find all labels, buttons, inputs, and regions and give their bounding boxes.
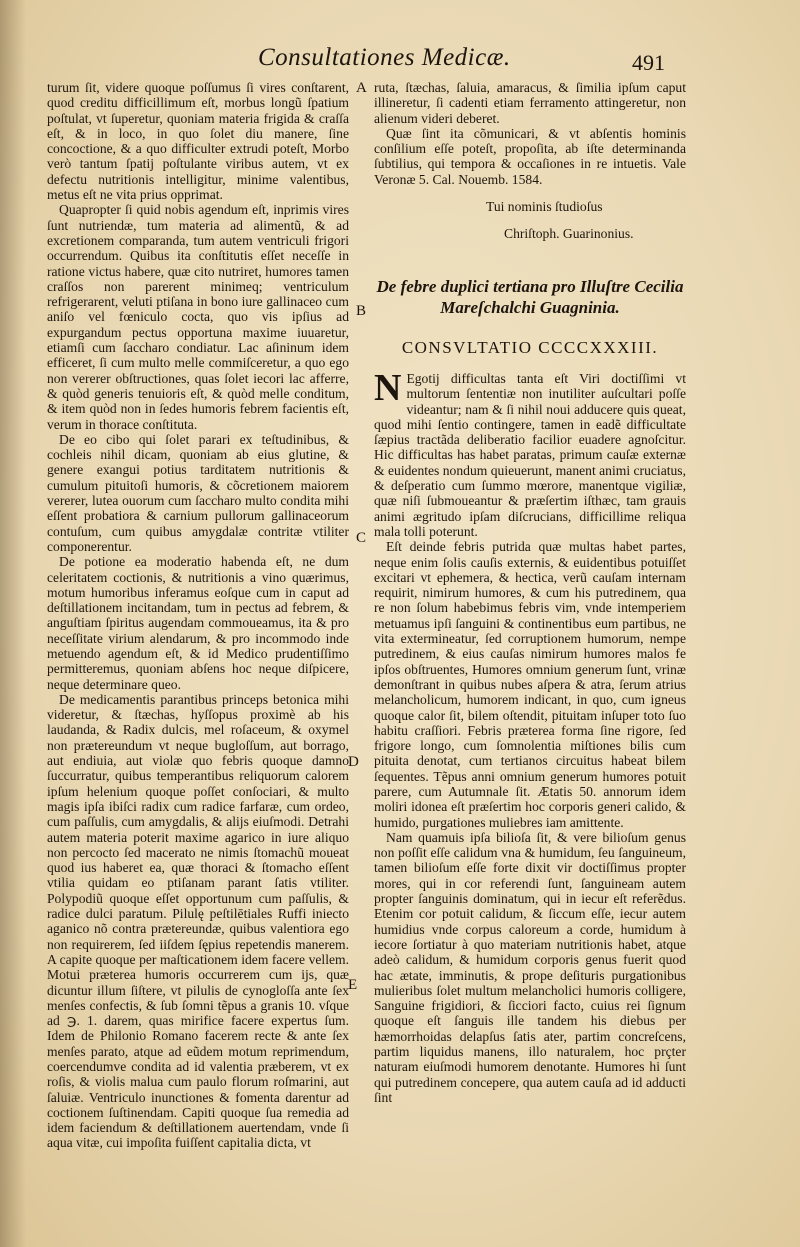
margin-marker-a: A [356,80,367,96]
section-title: De febre duplici tertiana pro Illuſtre Cecilia Mareſchalchi Guagninia. [376,276,684,317]
right-paragraph-3: Nam quamuis ipſa bilioſa ſit, & vere bilioſum genus non poſſit eſſe calidum vna & humidum, ſeu ſanguineum, tamen bilioſum eſſe forte dixit vir doctiſſimus propter mores, qui in cor referendi ſunt, ſanguineam autem propter ſanguinis dominatum, qui in iecur eſt referẽdus. Etenim cor potuit calidum, & ſiccum eſſe, iecur autem humidius vnde corpus caloreum a corde, humidum à iecore ſortiatur à quo materiam nutritionis habet, atque adeò calidum, & humidum corporis genus fuerit quod hac ætate, imminutis, & prope deſituris purgationibus mulieribus ſolet multum melancholici humoris colligere, Sanguine frigidiori, & ſicciori facto, cuius rei ſignum quoque eſt ſanguis ille tandem his diebus per hæmorrhoidas delapſus ſatis ater, partim concreſcens, partim liquidus manens, illo naturalem, hoc prçter naturam eiuſmodi humorem denotante. Humores hi ſunt qui putredinem concepere, qua autem cauſa ad id adducti ſint [374,829,686,1105]
margin-marker-d: D [348,754,359,770]
running-head: Consultationes Medicæ. [258,44,511,71]
gutter-shadow [0,0,26,1247]
left-paragraph-4: De potione ea moderatio habenda eſt, ne dum celeritatem coctionis, & nutritionis a vino quærimus, motum humoribus inferamus eoſque cum in caput ad deſtillationem incitandam, tum in pectus ad febrem, & anguſtiam ſpiritus augendam commoueamus, ita & pro neceſſitate virium alendarum, & pro incommodo inde metuendo agendum eſt, & id Medico prudentiſſimo permitteremus, quoniam abſens hoc neque diſpicere, neque determinare queo. [47,554,349,692]
right-intro: ruta, ſtæchas, ſaluia, amaracus, & ſimilia ipſum caput illineretur, ſi cadenti etiam ferramento attingeretur, non alienum videri deberet. [374,80,686,126]
right-column [374,80,686,1105]
page-number: 491 [632,50,665,75]
salutation: Tui nominis ſtudioſus [486,199,603,215]
letter-closing: Quæ ſint ita cõmunicari, & vt abſentis hominis conſilium eſſe poteſt, propoſita, ab iſte determinanda ſubtilius, qui tempora & occaſiones in re intuetis. Vale Veronæ 5. Cal. Nouemb. 1584. [374,125,686,187]
signature: Chriſtoph. Guarinonius. [504,226,634,242]
left-paragraph-5: De medicamentis parantibus princeps betonica mihi videretur, & ſtæchas, hyſſopus proximè ab his laudanda, & Radix dulcis, mel roſaceum, & oxymel non prætereundum vt neque bugloſſum, aut borrago, aut endiuia, aut violæ quo febris quoque damno ſuccurratur, quibus temperantibus reliquorum calorem ipſum helenium quoque poſſet conſociari, & multo magis ipſa ibiſci radix cum radice farfaræ, cum ordeo, cum paſſulis, cum amygdalis, & alijs eiuſmodi. Detrahi autem materia poterit maxime agarico in iure aliquo non percocto ſed macerato ne nimis ſtomachũ moueat quod ius haberet ea, quæ thoraci & ſtomacho eſſent vtilia quidam eo ptiſanam parant ſatis vtiliter. Polypodiũ quoque eſſet opportunum cum paſſulis, & radice dulci paratum. Pilulę peſtilētiales Ruffi iniecto aganico nõ contra prætereundæ, quibus valentiora ego non requirerem, ſed iiſdem ſępius repetendis manerem. A capite quoque per maſticationem idem facere vellem. Motui præterea humoris occurrerem cum ijs, quæ dicuntur illum ſiſtere, vt pilulis de cynogloſſa ante ſex menſes confectis, & ſub ſomni tẽpus a granis 10. vſque ad ℈. 1. darem, quas mirifice facere expertus ſum. Idem de Philonio Romano facerem recte & ante ſex menſes parato, atque ad eũdem motum reprimendum, coercendumve condita ad id valentia præberem, vt ex roſis, & violis malua cum paulo florum roſmarini, aut ſaluiæ. Ventriculo inunctiones & fomenta darentur ad coctionem ſuſtinendam. Capiti quoque ſua remedia ad idem faciendum & deſtillationem auertendam, vnde ſi aqua vitæ, cui impoſita fuiſſent capitalia dicta, vt [47,691,349,1151]
right-paragraph-2: Eſt deinde febris putrida quæ multas habet partes, neque enim ſolis cauſis externis, & euidentibus potuiſſet excitari vt ephemera, & hectica, verũ cauſam internam requirit, nimirum humores, & cum his putredinem, qua re non ſolum habebimus febris vim, vnde intemperiem metuamus ipſi ſanguini & continentibus eum partibus, ne vita extermineatur, ſed corruptionem humorum, nempe putredinem, & eius cauſas nimirum humores malos fe ipſos obſtruentes, Humores omnium generum ſunt, vrinæ demonſtrant in quibus nubes aſpera & atra, ſerum atrius melancholicum, humorem indicant, in quo, cum igneus quoque calor ſit, bilem oſtendit, pituitam inſuper toto ſuo habitu craſſiori. Febris præterea forma ſine rigore, ſed frigore longo, cum ſomnolentia miſtiones bilis cum pituita denotat, cum tertianos circuitus habeat bilem ſequentes. Tẽpus anni omnium generum humores potuit parere, cum Autumnale ſit. Ætatis 50. annorum idem moliri idonea eſt præſertim hoc corporis generi calido, & humido, purgationes muliebres iam amittente. [374,539,686,830]
consultatio-heading: CONSVLTATIO CCCCXXXIII. [401,337,659,357]
left-paragraph-3: De eo cibo qui ſolet parari ex teſtudinibus, & cochleis nihil dicam, quoniam ab eius glutine, & genere exangui potius tarditatem nutritionis & cumulum pituitoſi humoris, & cõcretionem maiorem vererer, lutea ouorum cum ſaccharo multo condita mihi eſſent probatiora & carnium pullorum gallinaceorum contuſum, cum quibus amygdalæ contritæ vtiliter componerentur. [47,431,349,554]
drop-cap: N [374,366,402,409]
margin-marker-b: B [356,303,367,319]
margin-marker-e: E [348,977,358,993]
left-paragraph-1: turum ſit, videre quoque poſſumus ſi vires conſtarent, quod creditu difficillimum eſt, morbus longũ ſpatium poſtulat, vt ſuperetur, quoniam materia frigida & craſſa eſt, & in loco, in quo ſolet diu manere, ſine concoctione, & a quo difficulter extrudi poteſt, Morbo verò tantum ſpatij poſtulante viribus autem, vt ex defectu nutritionis intelligitur, minime valentibus, metus eſt ne vita prius opprimat. [47,80,349,203]
right-paragraph-1 [374,366,686,539]
left-paragraph-2: Quapropter ſi quid nobis agendum eſt, inprimis vires ſunt nutriendæ, tum materia ad alimentũ, & ad excretionem comparanda, tum autem ventriculi frigori occurrendum. Quibus ita conſtitutis eſſet neceſſe in ratione victus habere, quæ cito nutriret, humores tamen craſſos non parerent minimeq; ventriculum refrigerarent, veluti ptiſana in bono iure gallinaceo cum aniſo vel fœniculo cocta, quo vis ipſius ad expurgandum pectus opportuna maxime iuuaretur, etiamſi cum ſaccharo condiatur. Lac aſininum idem efficeret, ſi cum multo melle commiſceretur, a quo ego non vererer obſtructiones, quas ſolet iecori lac afferre, & quòd generis tenuioris eſt, & quòd melle conditum, & item quòd non in ſedes humoris febrem facientis eſt, verum in thorace conſtituta. [47,202,349,432]
right-paragraph-1-text: Egotij difficultas tanta eſt Viri doctiſſimi vt multorum ſententiæ non inutiliter auſcultari poſſe videantur; nam & ſi nihil noui adducere quis queat, quod mihi ſentio contingere, tamen in eadẽ difficultate ſæpius tractãda deliberatio facilior euadere agnoſcitur. Hic difficultas has habet paratas, primum cauſæ externæ & euidentes nondum quieuerunt, manent animi cruciatus, & deſperatio cum ſummo mœrore, manentque vigiliæ, quæ niſi ſubmoueantur & præſertim iſthæc, tam grauis animi ægritudo ipſam diſcrucians, difficillime reliqua mala tolli poterunt. [374,370,686,539]
left-column [47,80,349,1151]
margin-marker-c: C [356,530,367,546]
